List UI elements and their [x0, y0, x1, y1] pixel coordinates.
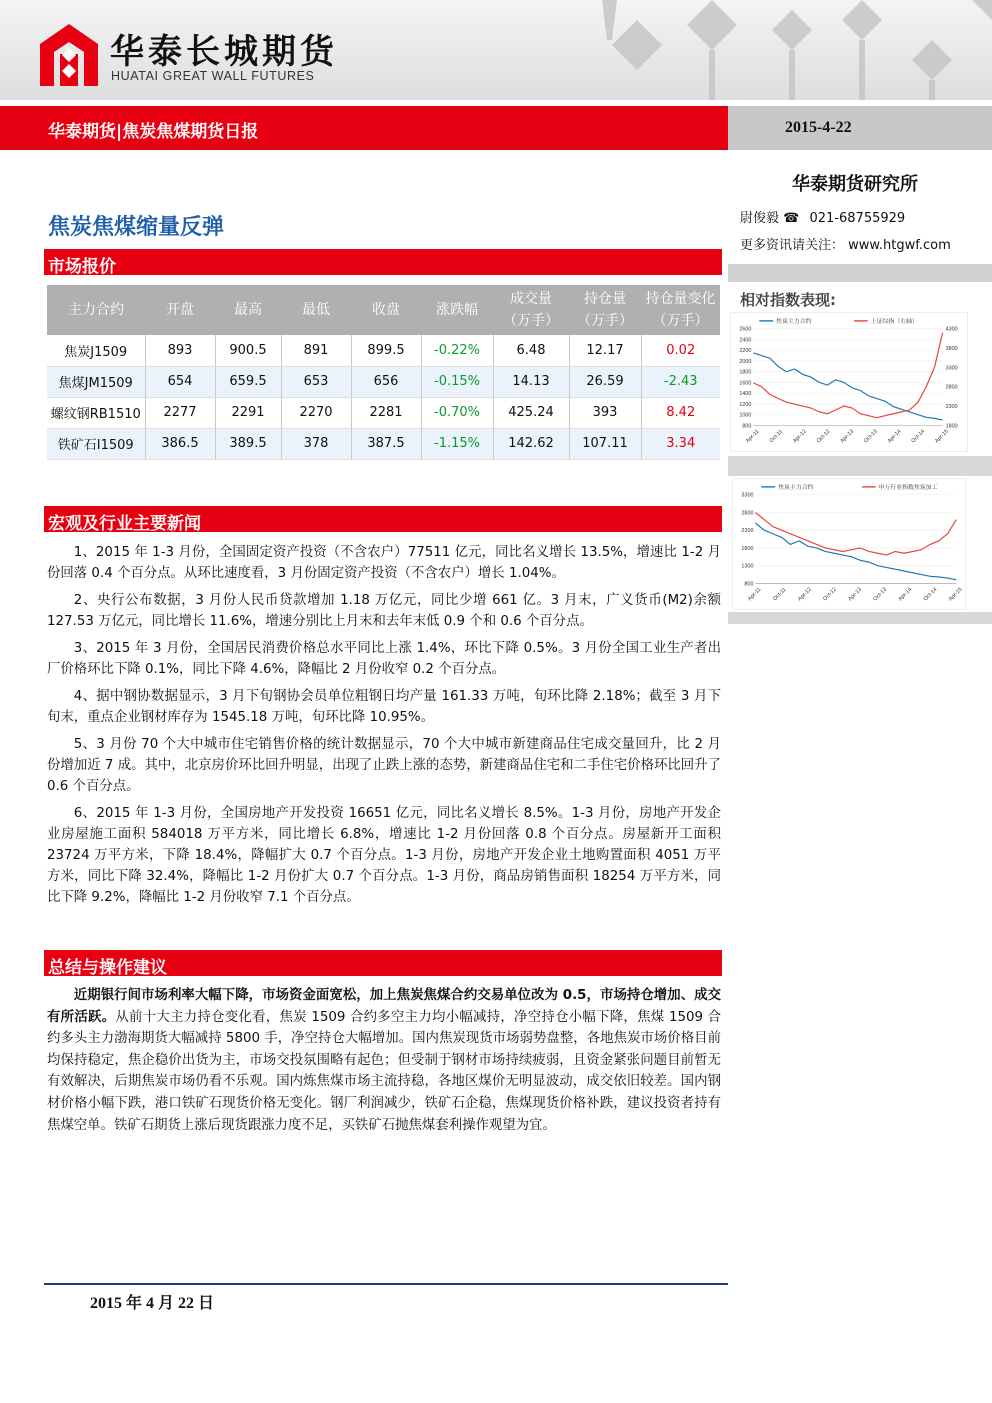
y-tick-label: 1800 — [739, 369, 752, 376]
quote-cell-oi: 12.17 — [569, 335, 641, 366]
x-tick-label: Oct-14 — [922, 586, 939, 603]
chart-separator-bottom — [728, 612, 992, 624]
quote-cell-high: 659.5 — [215, 366, 281, 397]
summary-body: 从前十大主力持仓变化看，焦炭 1509 合约多空主力均小幅减持，净空持仓小幅下降，焦煤 1509 合约多头主力渤海期货大幅减持 5800 手，净空持仓大幅增加。国内焦炭现货市场弱势盘整，各地焦炭市场价格目前均保持稳定，焦企稳价出货为主，市场交投氛围略有起色；但受制于钢材市场持续疲弱，且资金紧张问题目前暂无有效解决，后期焦炭市场仍看不乐观。国内炼焦煤市场主流持稳，各地区煤价无明显波动，成交依旧较差。国内钢材价格小幅下跌，港口铁矿石现货价格无变化。钢厂利润减少，铁矿石企稳，焦煤现货价格补跌，建议投资者持有焦煤空单。铁矿石期货上涨后现货跟涨力度不足，买铁矿石抛焦煤套利操作观望为宜。 — [47, 1009, 721, 1133]
news-item: 1、2015 年 1-3 月份，全国固定资产投资（不含农户）77511 亿元，同比名义增长 13.5%，增速比 1-2 月份回落 0.4 个百分点。从环比速度看，3 月份固定资产投资（不含农户）增长 1.04%。 — [47, 545, 721, 581]
quote-cell-vol: 6.48 — [493, 335, 569, 366]
chart-separator — [728, 456, 992, 476]
table-row — [47, 335, 720, 366]
x-tick-label: Apr-14 — [897, 586, 914, 603]
news-item: 2、央行公布数据，3 月份人民币贷款增加 1.18 万亿元，同比少增 661 亿。3 月末，广义货币(M2)余额 127.53 万亿元，同比增长 11.6%，增速分别比上月末和去年末低 0.9 个和 0.6 个百分点。 — [47, 593, 721, 629]
chart-coke-vs-industry-index — [732, 478, 966, 610]
legend-label: 焦炭主力合约 — [778, 484, 814, 491]
quotes-header-line: 持仓量变化 — [645, 291, 716, 307]
header-decoration — [562, 0, 992, 100]
y-tick-label: 3300 — [741, 492, 754, 499]
quote-cell-oi: 26.59 — [569, 366, 641, 397]
more-info-label: 更多资讯请关注： — [740, 238, 845, 253]
section-title-summary: 总结与操作建议 — [48, 958, 167, 978]
x-tick-label: Oct-13 — [863, 428, 879, 445]
quotes-header-6 — [493, 285, 569, 335]
y-tick-label: 1000 — [739, 412, 752, 419]
quotes-header-line: 开盘 — [166, 302, 194, 318]
legend-label: 焦炭主力合约 — [776, 318, 812, 325]
quotes-header-line: 成交量 — [510, 291, 552, 307]
news-list — [47, 542, 721, 914]
table-row — [47, 397, 720, 428]
quote-cell-high: 900.5 — [215, 335, 281, 366]
quote-cell-low: 891 — [281, 335, 351, 366]
quote-cell-chg: -0.22% — [421, 335, 493, 366]
table-row — [47, 428, 720, 459]
y-right-tick-label: 3800 — [945, 346, 958, 353]
y-right-tick-label: 1800 — [945, 423, 958, 430]
y-tick-label: 2300 — [741, 528, 754, 535]
table-row — [47, 366, 720, 397]
x-tick-label: Oct-12 — [822, 586, 838, 603]
quotes-header-1 — [145, 285, 215, 335]
quote-cell-vol: 14.13 — [493, 366, 569, 397]
quotes-header-line: 收盘 — [372, 302, 400, 318]
quotes-header-3 — [281, 285, 351, 335]
quote-cell-oi: 107.11 — [569, 428, 641, 459]
huatai-logo-icon — [40, 24, 98, 86]
y-right-tick-label: 2300 — [945, 404, 958, 411]
more-info — [740, 234, 951, 253]
quote-cell-vol: 425.24 — [493, 397, 569, 428]
footer-divider — [44, 1283, 728, 1285]
section-title-quotes: 市场报价 — [48, 257, 116, 277]
y-tick-label: 800 — [744, 581, 754, 588]
quote-cell-oi: 393 — [569, 397, 641, 428]
y-tick-label: 1200 — [739, 401, 752, 408]
website-link[interactable]: www.htgwf.com — [848, 238, 951, 253]
x-tick-label: Apr-15 — [934, 428, 950, 445]
y-tick-label: 1300 — [741, 563, 754, 570]
quote-cell-close: 2281 — [351, 397, 421, 428]
y-tick-label: 1400 — [739, 391, 752, 398]
quote-cell-close: 656 — [351, 366, 421, 397]
quote-cell-high: 389.5 — [215, 428, 281, 459]
news-item: 6、2015 年 1-3 月份，全国房地产开发投资 16651 亿元，同比名义增长 8.5%。1-3 月份，房地产开发企业房屋施工面积 584018 万平方米，同比增长 6.8%，增速比 1-2 月份回落 0.8 个百分点。房屋新开工面积 23724 万平方米，下降 18.4%，降幅扩大 0.7 个百分点。1-3 月份，房地产开发企业土地购置面积 4051 万平方米，同比下降 32.4%，降幅比 1-2 月份扩大 0.7 个百分点。1-3 月份，商品房销售面积 18254 万平方米，同比下降 9.2%，降幅比 1-2 月份收窄 7.1 个百分点。 — [47, 806, 721, 905]
quote-cell-chg: -0.70% — [421, 397, 493, 428]
quotes-header-7 — [569, 285, 641, 335]
x-tick-label: Apr-12 — [792, 428, 808, 445]
chart-coke-vs-shanghai-index — [730, 312, 968, 452]
x-tick-label: Oct-11 — [772, 586, 788, 603]
x-tick-label: Apr-11 — [747, 586, 763, 603]
institute-name: 华泰期货研究所 — [792, 174, 918, 195]
quote-cell-low: 378 — [281, 428, 351, 459]
x-tick-label: Oct-14 — [910, 428, 927, 445]
quote-cell-high: 2291 — [215, 397, 281, 428]
quotes-header-line: 最低 — [302, 302, 330, 318]
y-tick-label: 1600 — [739, 380, 752, 387]
quotes-header-line: 主力合约 — [68, 302, 124, 318]
quote-cell-low: 653 — [281, 366, 351, 397]
logo-english-name: HUATAI GREAT WALL FUTURES — [111, 69, 315, 83]
quote-cell-name: 螺纹钢RB1510 — [47, 397, 145, 428]
summary-bold-lead: 近期银行间市场利率大幅下降，市场资金面宽松，加上焦炭焦煤合约交易单位改为 0.5，市场持仓增加、成交有所活跃。 — [47, 988, 721, 1025]
series-line-1 — [753, 333, 942, 418]
news-item: 5、3 月份 70 个大中城市住宅销售价格的统计数据显示，70 个大中城市新建商品住宅成交量回升，比 2 月份增加近 7 成。其中，北京房价环比回升明显，出现了止跌上涨的态势，新建商品住宅和二手住宅价格环比回升了 0.6 个百分点。 — [47, 737, 721, 794]
x-tick-label: Apr-13 — [847, 586, 864, 603]
series-line-1 — [755, 512, 956, 555]
quotes-header-row — [47, 285, 720, 335]
page-header — [0, 0, 992, 100]
y-tick-label: 1800 — [741, 545, 754, 552]
x-tick-label: Apr-11 — [744, 428, 761, 445]
quote-cell-chg: -1.15% — [421, 428, 493, 459]
quote-cell-close: 387.5 — [351, 428, 421, 459]
report-title: 华泰期货|焦炭焦煤期货日报 — [48, 122, 259, 142]
phone-icon: ☎ — [783, 211, 800, 226]
x-tick-label: Oct-13 — [872, 586, 889, 603]
analyst-phone: 021-68755929 — [809, 211, 906, 226]
y-right-tick-label: 4300 — [945, 326, 958, 333]
legend-label: 申万行业指数焦炭加工 — [878, 484, 938, 491]
quote-cell-chg: -0.15% — [421, 366, 493, 397]
x-tick-label: Apr-13 — [839, 428, 856, 445]
y-tick-label: 800 — [742, 423, 752, 430]
date-bar — [728, 106, 992, 150]
section-title-news: 宏观及行业主要新闻 — [48, 514, 201, 534]
analyst-contact — [740, 207, 905, 226]
quote-cell-name: 焦煤JM1509 — [47, 366, 145, 397]
logo-chinese-name: 华泰长城期货 — [110, 32, 338, 72]
quote-cell-oi_chg: 3.34 — [641, 428, 720, 459]
y-right-tick-label: 3300 — [945, 365, 958, 372]
quotes-header-line: 最高 — [234, 302, 262, 318]
sidebar-separator — [728, 264, 992, 282]
quotes-header-line: 涨跌幅 — [436, 302, 478, 318]
quotes-header-8 — [641, 285, 720, 335]
report-date: 2015-4-22 — [785, 119, 852, 136]
footer-date: 2015 年 4 月 22 日 — [90, 1295, 215, 1312]
news-item: 3、2015 年 3 月份，全国居民消费价格总水平同比上涨 1.4%，环比下降 0.5%。3 月份全国工业生产者出厂价格环比下降 0.1%，同比下降 4.6%，降幅比 2 月份收窄 0.2 个百分点。 — [47, 641, 721, 677]
y-right-tick-label: 2800 — [945, 384, 958, 391]
quote-cell-close: 899.5 — [351, 335, 421, 366]
quotes-header-2 — [215, 285, 281, 335]
y-tick-label: 2600 — [739, 326, 752, 333]
quote-cell-oi_chg: 8.42 — [641, 397, 720, 428]
x-tick-label: Oct-12 — [815, 428, 832, 445]
quotes-table — [47, 285, 720, 460]
quote-cell-open: 893 — [145, 335, 215, 366]
quotes-header-line: （万手） — [577, 313, 633, 329]
quote-cell-low: 2270 — [281, 397, 351, 428]
y-tick-label: 2000 — [739, 358, 752, 365]
legend-label: 上证综指（右轴） — [870, 318, 918, 325]
quote-cell-open: 2277 — [145, 397, 215, 428]
quote-cell-open: 386.5 — [145, 428, 215, 459]
news-item: 4、据中钢协数据显示，3 月下旬钢协会员单位粗钢日均产量 161.33 万吨，旬环比降 2.18%；截至 3 月下旬末，重点企业钢材库存为 1545.18 万吨，旬环比降 10.95%。 — [47, 689, 721, 725]
x-tick-label: Apr-14 — [886, 428, 903, 445]
summary-paragraph — [47, 985, 721, 1136]
quote-cell-oi_chg: 0.02 — [641, 335, 720, 366]
quotes-header-line: 持仓量 — [584, 291, 626, 307]
x-tick-label: Apr-12 — [797, 586, 813, 603]
series-line-0 — [753, 353, 942, 420]
y-tick-label: 2200 — [739, 348, 752, 355]
x-tick-label: Apr-15 — [947, 586, 964, 603]
quotes-header-0 — [47, 285, 145, 335]
section-bar-quotes — [44, 249, 722, 275]
quote-cell-name: 焦炭J1509 — [47, 335, 145, 366]
quote-cell-oi_chg: -2.43 — [641, 366, 720, 397]
quote-cell-vol: 142.62 — [493, 428, 569, 459]
y-tick-label: 2800 — [741, 510, 754, 517]
quote-cell-open: 654 — [145, 366, 215, 397]
analyst-name: 尉俊毅 — [740, 211, 780, 226]
y-tick-label: 2400 — [739, 337, 752, 344]
relative-index-title: 相对指数表现: — [740, 291, 836, 309]
quotes-header-line: （万手） — [652, 313, 709, 329]
quote-cell-name: 铁矿石I1509 — [47, 428, 145, 459]
main-title: 焦炭焦煤缩量反弹 — [48, 215, 225, 240]
x-tick-label: Oct-11 — [768, 428, 785, 445]
quotes-header-line: （万手） — [503, 313, 559, 329]
quotes-header-4 — [351, 285, 421, 335]
quotes-header-5 — [421, 285, 493, 335]
